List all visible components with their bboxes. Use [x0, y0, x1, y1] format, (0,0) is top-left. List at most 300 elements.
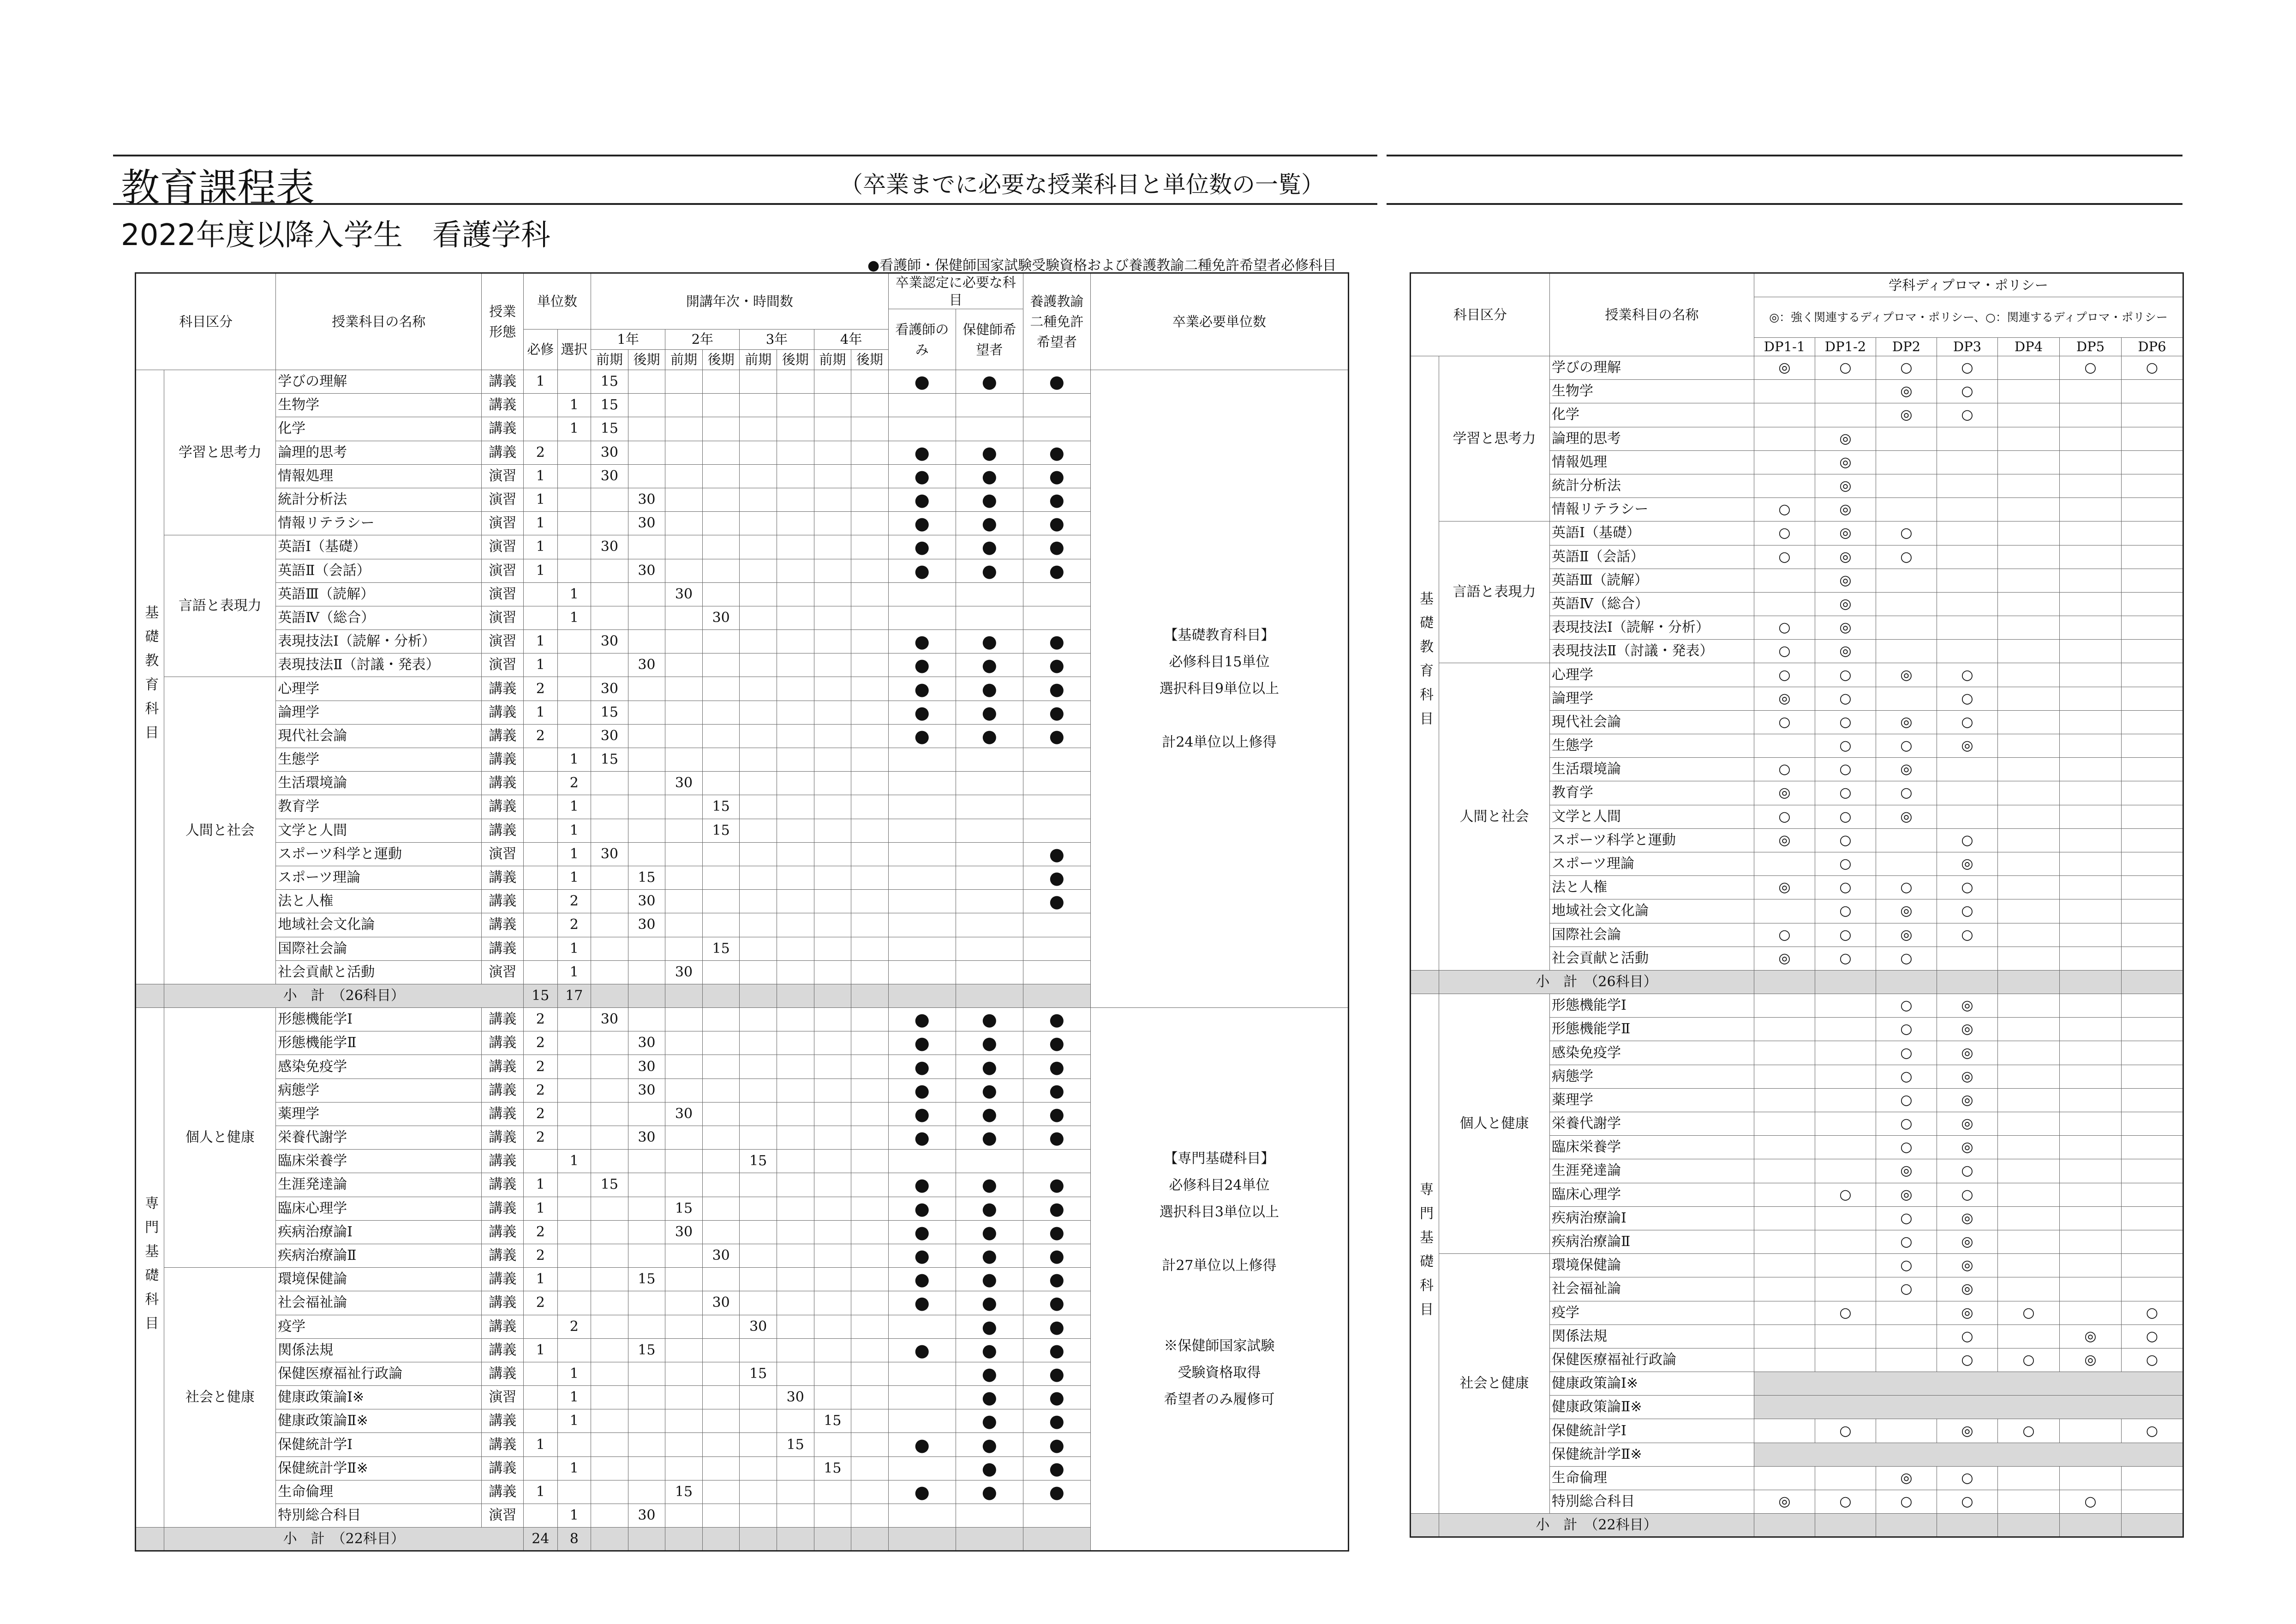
- requirement-mark: ●: [1023, 512, 1090, 535]
- subject-name: 生物学: [276, 394, 482, 417]
- hours: [777, 937, 814, 960]
- subject-name: 法と人権: [276, 890, 482, 913]
- hours: [591, 559, 628, 582]
- title-rule-top: [113, 155, 1377, 156]
- hours: [702, 464, 740, 488]
- dp-mark: [2122, 380, 2183, 403]
- requirement-mark: ●: [1023, 1480, 1090, 1504]
- hours: 15: [628, 866, 665, 889]
- hours: 30: [702, 1291, 740, 1315]
- subject-name: 疾病治療論Ⅱ: [1550, 1230, 1754, 1253]
- units-elective: [557, 677, 591, 701]
- dp-mark: ○: [2122, 1348, 2183, 1372]
- hours: [628, 1173, 665, 1197]
- col-required: 必修: [524, 330, 558, 370]
- subtotal-blank: [1754, 1514, 1815, 1537]
- dp-mark: [1998, 1277, 2060, 1301]
- subtotal-blank: [2122, 970, 2183, 994]
- hours: [702, 1220, 740, 1244]
- hours: [740, 937, 777, 960]
- dp-mark: ○: [1815, 947, 1876, 970]
- hours: 30: [628, 890, 665, 913]
- hours: 30: [665, 772, 703, 795]
- units-elective: [557, 630, 591, 653]
- dp-mark: ○: [1876, 876, 1937, 899]
- legend-note: ●看護師・保健師国家試験受験資格および養護教諭二種免許希望者必修科目: [867, 258, 1337, 274]
- requirement-mark: ●: [956, 1173, 1023, 1197]
- units-elective: [557, 559, 591, 582]
- hours: [665, 913, 703, 937]
- hours: [740, 701, 777, 724]
- form: 講義: [482, 701, 524, 724]
- dp-mark: ○: [1754, 521, 1815, 545]
- requirement-mark: [1023, 582, 1090, 606]
- dp-mark: [1998, 592, 2060, 616]
- subject-name: 生物学: [1550, 380, 1754, 403]
- hours: [740, 1197, 777, 1220]
- hours: [702, 890, 740, 913]
- hours: [851, 606, 889, 629]
- form: 講義: [482, 1338, 524, 1362]
- form: 講義: [482, 1268, 524, 1291]
- dp-mark: [1754, 450, 1815, 474]
- requirement-mark: [1023, 795, 1090, 819]
- col-units: 単位数: [524, 273, 591, 330]
- hours: 30: [591, 842, 628, 866]
- dp-mark: [1998, 734, 2060, 758]
- dp-mark: [2122, 947, 2183, 970]
- subtotal-blank: [702, 1528, 740, 1551]
- dp-mark: [1937, 569, 1998, 592]
- requirement-mark: [888, 582, 956, 606]
- dp-mark: ◎: [1876, 380, 1937, 403]
- dp-mark: [2122, 427, 2183, 450]
- hours: [665, 1291, 703, 1315]
- subject-name: 感染免疫学: [276, 1055, 482, 1079]
- subject-name: 健康政策論Ⅰ※: [1550, 1372, 1754, 1396]
- hours: [851, 1480, 889, 1504]
- dp-mark: [1998, 805, 2060, 828]
- hours: [591, 1102, 628, 1126]
- hours: [740, 1291, 777, 1315]
- hours: 30: [665, 582, 703, 606]
- hours: 15: [591, 394, 628, 417]
- dp-mark: ○: [1876, 1018, 1937, 1041]
- dp-mark: ○: [1815, 710, 1876, 734]
- col-subject-name: 授業科目の名称: [1550, 273, 1754, 356]
- hours: [814, 1150, 851, 1173]
- hours: [591, 1031, 628, 1055]
- hours: [702, 441, 740, 464]
- requirement-mark: [956, 1504, 1023, 1528]
- subtotal-spacer: [136, 984, 164, 1007]
- hours: [740, 772, 777, 795]
- units-elective: [557, 535, 591, 559]
- dp-mark: [1998, 687, 2060, 710]
- subject-name: 臨床心理学: [1550, 1183, 1754, 1206]
- subtotal-required: 24: [524, 1528, 558, 1551]
- dp-mark: ◎: [1754, 687, 1815, 710]
- requirement-mark: ●: [888, 535, 956, 559]
- hours: 15: [591, 370, 628, 394]
- hours: 30: [591, 630, 628, 653]
- form: 演習: [482, 1504, 524, 1528]
- requirement-mark: [888, 913, 956, 937]
- requirement-mark: ●: [956, 1291, 1023, 1315]
- form: 講義: [482, 1126, 524, 1150]
- hours: [851, 1386, 889, 1409]
- table-row: [1411, 1254, 2183, 1277]
- dp-mark: [2060, 1183, 2122, 1206]
- units-required: 1: [524, 1480, 558, 1504]
- dp-mark: [1998, 1490, 2060, 1514]
- dp-mark: ◎: [1876, 710, 1937, 734]
- dp-mark: [2060, 1277, 2122, 1301]
- hours: [591, 1244, 628, 1267]
- hours: [591, 890, 628, 913]
- hours: [777, 441, 814, 464]
- form: 演習: [482, 535, 524, 559]
- hours: [740, 748, 777, 772]
- units-elective: 1: [557, 582, 591, 606]
- dp-mark: ◎: [1876, 923, 1937, 947]
- dp-mark: [2122, 450, 2183, 474]
- hours: [814, 1362, 851, 1385]
- dp-mark: ○: [1815, 734, 1876, 758]
- hours: [740, 512, 777, 535]
- col-second-half: 後期: [702, 350, 740, 370]
- hours: 15: [814, 1456, 851, 1480]
- hours: [777, 1244, 814, 1267]
- hours: 30: [591, 464, 628, 488]
- subject-name: 地域社会文化論: [276, 913, 482, 937]
- form: 演習: [482, 488, 524, 511]
- hours: [814, 1291, 851, 1315]
- col-first-half: 前期: [814, 350, 851, 370]
- requirement-mark: [888, 890, 956, 913]
- subject-name: 英語Ⅳ（総合）: [1550, 592, 1754, 616]
- hours: [814, 1220, 851, 1244]
- hours: 30: [628, 1031, 665, 1055]
- requirement-mark: [888, 1504, 956, 1528]
- units-elective: 1: [557, 748, 591, 772]
- hours: [591, 1362, 628, 1385]
- dp-mark: [2060, 427, 2122, 450]
- dp-mark: [2122, 474, 2183, 497]
- dp-mark: [1815, 1277, 1876, 1301]
- units-elective: 1: [557, 417, 591, 441]
- requirement-mark: ●: [1023, 842, 1090, 866]
- subtotal-blank: [665, 984, 703, 1007]
- requirement-mark: ●: [1023, 866, 1090, 889]
- subject-name: 健康政策論Ⅱ※: [276, 1409, 482, 1433]
- requirement-mark: [888, 394, 956, 417]
- dp-mark: ◎: [1876, 805, 1937, 828]
- hours: [591, 582, 628, 606]
- hours: [702, 488, 740, 511]
- subtotal-blank: [740, 1528, 777, 1551]
- col-year: 4年: [814, 330, 888, 350]
- units-elective: 2: [557, 890, 591, 913]
- requirement-mark: ●: [1023, 1338, 1090, 1362]
- requirement-mark: ●: [888, 1102, 956, 1126]
- dp-mark: [2060, 663, 2122, 687]
- units-required: 2: [524, 724, 558, 748]
- subtotal-spacer: [1411, 970, 1439, 994]
- dp-mark: [1998, 923, 2060, 947]
- dp-mark: ○: [1937, 876, 1998, 899]
- col-nurse-only: 看護師のみ: [888, 309, 956, 370]
- requirement-mark: [956, 417, 1023, 441]
- dp-mark: [2060, 569, 2122, 592]
- hours: [851, 960, 889, 984]
- dp-mark: ○: [1937, 899, 1998, 923]
- dp-mark: [1937, 450, 1998, 474]
- hours: [814, 1338, 851, 1362]
- units-required: 1: [524, 464, 558, 488]
- dp-mark: [1876, 1324, 1937, 1348]
- requirement-mark: ●: [888, 370, 956, 394]
- hours: [665, 512, 703, 535]
- dp-mark: [1998, 1206, 2060, 1230]
- hours: [851, 748, 889, 772]
- subject-name: 関係法規: [276, 1338, 482, 1362]
- hours: [665, 842, 703, 866]
- requirement-mark: [1023, 394, 1090, 417]
- requirement-mark: ●: [1023, 1268, 1090, 1291]
- requirement-mark: [1023, 417, 1090, 441]
- dp-mark: ○: [1815, 1419, 1876, 1443]
- hours: 30: [591, 1008, 628, 1031]
- hours: [777, 1197, 814, 1220]
- dp-mark: [1754, 1018, 1815, 1041]
- dp-mark: ○: [1876, 734, 1937, 758]
- dp-mark: [1815, 994, 1876, 1018]
- hours: [851, 653, 889, 677]
- dp-mark: ○: [1754, 663, 1815, 687]
- units-required: 2: [524, 1244, 558, 1267]
- subject-name: 論理学: [276, 701, 482, 724]
- hours: [740, 1338, 777, 1362]
- subtotal-blank: [740, 984, 777, 1007]
- dp-mark: [1754, 1088, 1815, 1112]
- dp-mark: [1754, 380, 1815, 403]
- requirement-mark: ●: [956, 1268, 1023, 1291]
- hours: [665, 1315, 703, 1338]
- hours: [851, 488, 889, 511]
- units-required: [524, 1150, 558, 1173]
- requirement-mark: [1023, 819, 1090, 842]
- hours: [777, 1220, 814, 1244]
- dp-mark: [1998, 356, 2060, 380]
- requirement-mark: [956, 582, 1023, 606]
- hours: [777, 1504, 814, 1528]
- dp-mark: [2060, 1419, 2122, 1443]
- dp-mark: [1754, 1324, 1815, 1348]
- requirement-mark: [888, 937, 956, 960]
- dp-mark: [1876, 852, 1937, 875]
- requirement-mark: ●: [1023, 1291, 1090, 1315]
- dp-mark: [2122, 1490, 2183, 1514]
- hours: [665, 1338, 703, 1362]
- hours: [740, 1031, 777, 1055]
- subtotal-blank: [851, 984, 889, 1007]
- form: 講義: [482, 1173, 524, 1197]
- dp-mark: [2060, 1041, 2122, 1065]
- requirement-mark: ●: [956, 1433, 1023, 1456]
- hours: [665, 417, 703, 441]
- dp-mark: [1998, 403, 2060, 427]
- hours: [665, 701, 703, 724]
- dp-not-applicable: [1754, 1443, 2183, 1466]
- hours: [851, 1102, 889, 1126]
- hours: [777, 464, 814, 488]
- hours: [777, 1150, 814, 1173]
- requirement-mark: [1023, 606, 1090, 629]
- hours: [702, 1150, 740, 1173]
- dp-mark: [1754, 734, 1815, 758]
- dp-title: 学科ディプロマ・ポリシー: [1754, 273, 2183, 297]
- requirement-mark: [956, 795, 1023, 819]
- dp-mark: [1998, 427, 2060, 450]
- dp-mark: [2060, 474, 2122, 497]
- dp-mark: [1754, 1206, 1815, 1230]
- dp-mark: ○: [1937, 356, 1998, 380]
- dp-mark: ○: [1876, 1206, 1937, 1230]
- page-title: 教育課程表: [121, 165, 315, 210]
- dp-mark: [1998, 380, 2060, 403]
- dp-mark: ○: [1815, 828, 1876, 852]
- dp-mark: [1754, 1277, 1815, 1301]
- col-grad-required: 卒業認定に必要な科目: [888, 273, 1023, 309]
- requirement-mark: ●: [956, 370, 1023, 394]
- units-required: [524, 394, 558, 417]
- subject-name: 栄養代謝学: [1550, 1112, 1754, 1136]
- units-required: 1: [524, 630, 558, 653]
- hours: [702, 913, 740, 937]
- form: 講義: [482, 441, 524, 464]
- dp-mark: ○: [1876, 1490, 1937, 1514]
- hours: [702, 842, 740, 866]
- hours: [814, 748, 851, 772]
- units-required: 2: [524, 1102, 558, 1126]
- hours: [851, 937, 889, 960]
- hours: [777, 512, 814, 535]
- requirement-mark: [1023, 1150, 1090, 1173]
- dp-mark: ○: [1937, 923, 1998, 947]
- subject-name: 感染免疫学: [1550, 1041, 1754, 1065]
- dp-mark: [2060, 828, 2122, 852]
- subtotal-blank: [814, 1528, 851, 1551]
- units-elective: [557, 1173, 591, 1197]
- dp-mark: ◎: [1815, 592, 1876, 616]
- hours: [665, 606, 703, 629]
- units-elective: [557, 653, 591, 677]
- hours: [628, 1362, 665, 1385]
- hours: [851, 1008, 889, 1031]
- dp-mark: [2122, 1088, 2183, 1112]
- requirement-mark: [956, 937, 1023, 960]
- dp-mark: [2060, 994, 2122, 1018]
- dp-mark: ◎: [1937, 1041, 1998, 1065]
- dp-mark: ○: [1815, 852, 1876, 875]
- units-required: [524, 960, 558, 984]
- requirement-mark: ●: [1023, 559, 1090, 582]
- subject-name: 表現技法Ⅰ（読解・分析）: [276, 630, 482, 653]
- hours: [814, 1173, 851, 1197]
- subject-name: 地域社会文化論: [1550, 899, 1754, 923]
- units-required: [524, 748, 558, 772]
- dp-mark: [2122, 923, 2183, 947]
- section-label: 専門基礎科目: [1411, 994, 1439, 1514]
- dp-mark: ◎: [1876, 1183, 1937, 1206]
- hours: [814, 701, 851, 724]
- hours: 30: [665, 1102, 703, 1126]
- hours: [814, 394, 851, 417]
- units-elective: [557, 1220, 591, 1244]
- graduation-units-note: 【基礎教育科目】 必修科目15単位 選択科目9単位以上 計24単位以上修得: [1090, 370, 1348, 1008]
- dp-mark: [1876, 1301, 1937, 1324]
- group-label: 人間と社会: [1439, 663, 1550, 970]
- dp-mark: [1754, 1254, 1815, 1277]
- hours: [777, 1102, 814, 1126]
- subtotal-blank: [1998, 970, 2060, 994]
- units-elective: 1: [557, 1409, 591, 1433]
- dp-mark: [1754, 899, 1815, 923]
- hours: 15: [591, 1173, 628, 1197]
- hours: [851, 630, 889, 653]
- right-rule-bottom: [1387, 203, 2182, 205]
- hours: 15: [591, 701, 628, 724]
- group-label: 人間と社会: [164, 677, 276, 984]
- dp-mark: [1937, 498, 1998, 521]
- dp-mark: ○: [2122, 1301, 2183, 1324]
- dp-mark: [2122, 805, 2183, 828]
- dp-mark: ○: [1815, 899, 1876, 923]
- subject-name: 健康政策論Ⅱ※: [1550, 1396, 1754, 1419]
- hours: [702, 772, 740, 795]
- form: 講義: [482, 866, 524, 889]
- dp-mark: [2122, 758, 2183, 781]
- dp-mark: [1754, 1466, 1815, 1490]
- hours: [591, 1055, 628, 1079]
- hours: [740, 677, 777, 701]
- units-elective: [557, 1008, 591, 1031]
- hours: [665, 488, 703, 511]
- dp-mark: [1754, 592, 1815, 616]
- requirement-mark: ●: [1023, 724, 1090, 748]
- dp-mark: ○: [2122, 1419, 2183, 1443]
- dp-mark: ◎: [1876, 403, 1937, 427]
- hours: [665, 1433, 703, 1456]
- form: 講義: [482, 370, 524, 394]
- hours: [740, 1173, 777, 1197]
- hours: [740, 1480, 777, 1504]
- requirement-mark: ●: [956, 1220, 1023, 1244]
- hours: [591, 1386, 628, 1409]
- hours: [814, 1008, 851, 1031]
- subject-name: 疾病治療論Ⅱ: [276, 1244, 482, 1267]
- dp-mark: ◎: [1937, 1206, 1998, 1230]
- subtotal-blank: [1754, 970, 1815, 994]
- hours: [591, 1409, 628, 1433]
- col-form: [482, 273, 524, 370]
- requirement-mark: [956, 606, 1023, 629]
- form: 講義: [482, 417, 524, 441]
- form: 演習: [482, 606, 524, 629]
- hours: [665, 1456, 703, 1480]
- subtotal-blank: [851, 1528, 889, 1551]
